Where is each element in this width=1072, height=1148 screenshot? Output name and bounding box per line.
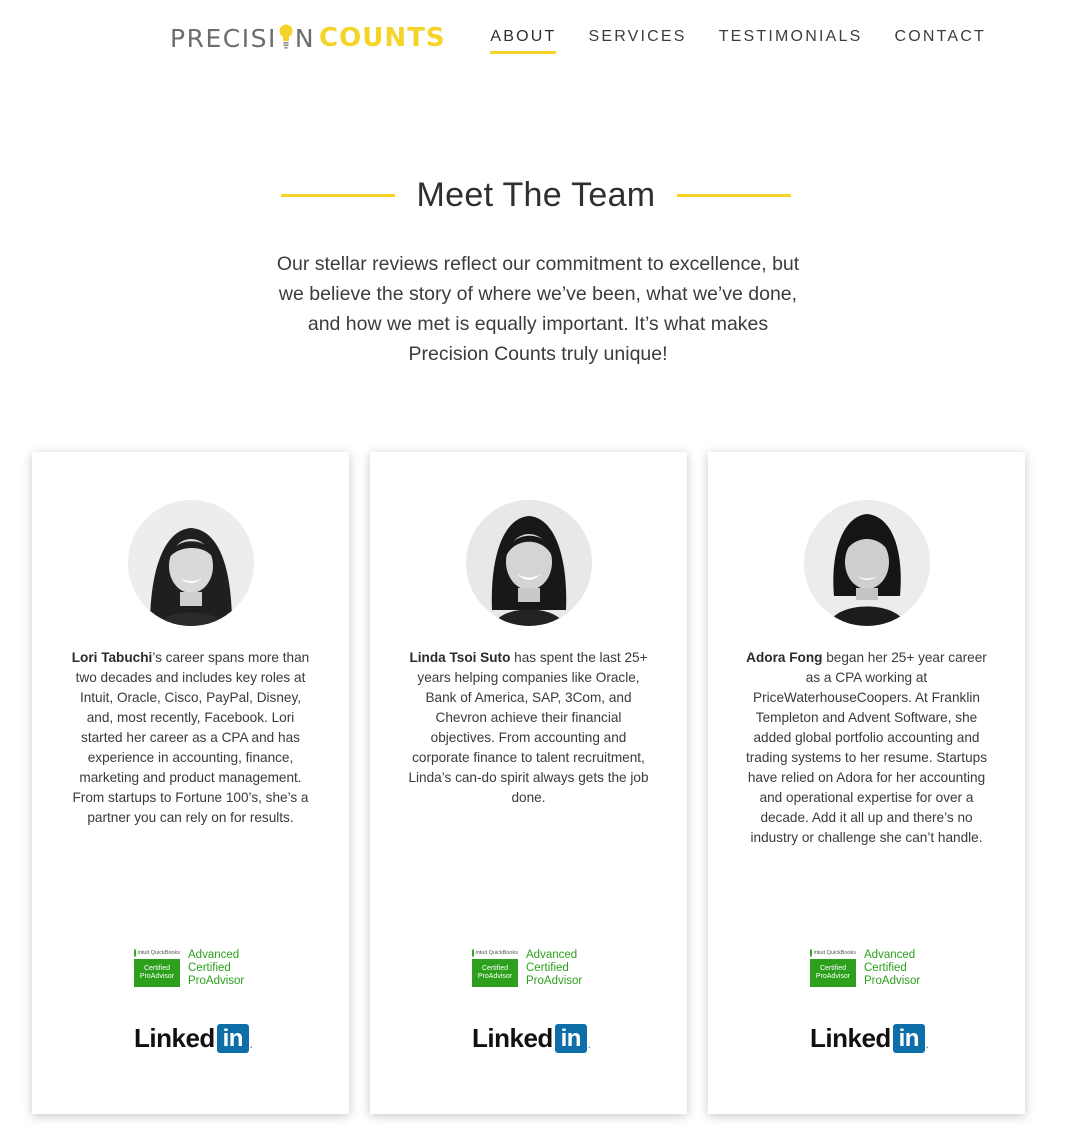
linkedin-wordmark: Linked xyxy=(134,1023,215,1053)
nav-about[interactable]: ABOUT xyxy=(490,28,556,54)
main-nav xyxy=(458,28,986,54)
avatar xyxy=(804,500,930,626)
site-header xyxy=(0,0,1072,80)
section-title: Meet The Team xyxy=(416,176,656,214)
title-divider-left xyxy=(281,194,395,197)
avatar xyxy=(466,500,592,626)
quickbooks-icon xyxy=(472,949,474,957)
avatar xyxy=(128,500,254,626)
nav-services[interactable]: SERVICES xyxy=(588,28,687,45)
linkedin-link[interactable]: Linked in . xyxy=(134,1023,253,1053)
quickbooks-icon xyxy=(134,949,136,957)
logo-text-bold: COUNTS xyxy=(319,23,446,53)
quickbooks-proadvisor-badge[interactable]: intuit QuickBooks Certified ProAdvisor Advanced Certified ProAdvisor xyxy=(810,948,924,990)
logo-text-light: PRECISI xyxy=(170,23,277,53)
linkedin-icon: in xyxy=(893,1024,925,1053)
team-card xyxy=(32,452,349,1114)
quickbooks-logo: intuit QuickBooks Certified ProAdvisor xyxy=(134,948,180,990)
nav-testimonials[interactable]: TESTIMONIALS xyxy=(718,28,863,45)
quickbooks-proadvisor-badge[interactable]: intuit QuickBooks Certified ProAdvisor Advanced Certified ProAdvisor xyxy=(472,948,586,990)
linkedin-wordmark: Linked xyxy=(472,1023,553,1053)
team-bio xyxy=(406,648,651,808)
team-bio-text: ’s career spans more than two decades and includes key roles at Intuit, Oracle, Cisco, PayPal, Disney, and, most recently, Facebook. Lori started her career as a CPA and has experience in accounting, finance, marketing and product management. From startups to Fortune 100’s, she’s a partner you can rely on for results. xyxy=(72,650,310,825)
linkedin-icon: in xyxy=(217,1024,249,1053)
section-intro: Our stellar reviews reflect our commitment to excellence, but we believe the story of where we’ve been, what we’ve done, and how we met is equally important. It’s what makes Precision Counts truly unique! xyxy=(276,253,800,365)
quickbooks-logo: intuit QuickBooks Certified ProAdvisor xyxy=(810,948,856,990)
team-card xyxy=(370,452,687,1114)
team-member-name: Linda Tsoi Suto xyxy=(409,650,511,665)
team-bio xyxy=(744,648,989,848)
logo-link[interactable] xyxy=(170,20,446,56)
team-card xyxy=(708,452,1025,1114)
section-title-row xyxy=(0,176,1072,215)
team-member-name: Adora Fong xyxy=(746,650,823,665)
team-bio-text: has spent the last 25+ years helping companies like Oracle, Bank of America, SAP, 3Com, and Chevron achieve their financial objectives. From accounting and corporate finance to talent recruitment, Linda’s can-do spirit always gets the job done. xyxy=(408,650,649,805)
linkedin-link[interactable]: Linked in . xyxy=(472,1023,591,1053)
team-bio xyxy=(68,648,313,828)
quickbooks-proadvisor-badge[interactable]: intuit QuickBooks Certified ProAdvisor Advanced Certified ProAdvisor xyxy=(134,948,248,990)
logo-text-light-end: N xyxy=(294,23,316,53)
nav-contact[interactable]: CONTACT xyxy=(894,28,986,45)
linkedin-wordmark: Linked xyxy=(810,1023,891,1053)
linkedin-icon: in xyxy=(555,1024,587,1053)
quickbooks-icon xyxy=(810,949,812,957)
team-bio-text: began her 25+ year career as a CPA working at PriceWaterhouseCoopers. At Franklin Templeton and Advent Software, she added global portfolio accounting and trading systems to her resume. Startups have relied on Adora for her accounting and operational expertise for over a decade. Add it all up and there’s no industry or challenge she can’t handle. xyxy=(745,650,987,845)
team-cards xyxy=(32,452,1025,1114)
quickbooks-logo: intuit QuickBooks Certified ProAdvisor xyxy=(472,948,518,990)
linkedin-link[interactable]: Linked in . xyxy=(810,1023,929,1053)
team-member-name: Lori Tabuchi xyxy=(71,650,153,665)
lightbulb-icon xyxy=(279,21,293,51)
title-divider-right xyxy=(677,194,791,197)
